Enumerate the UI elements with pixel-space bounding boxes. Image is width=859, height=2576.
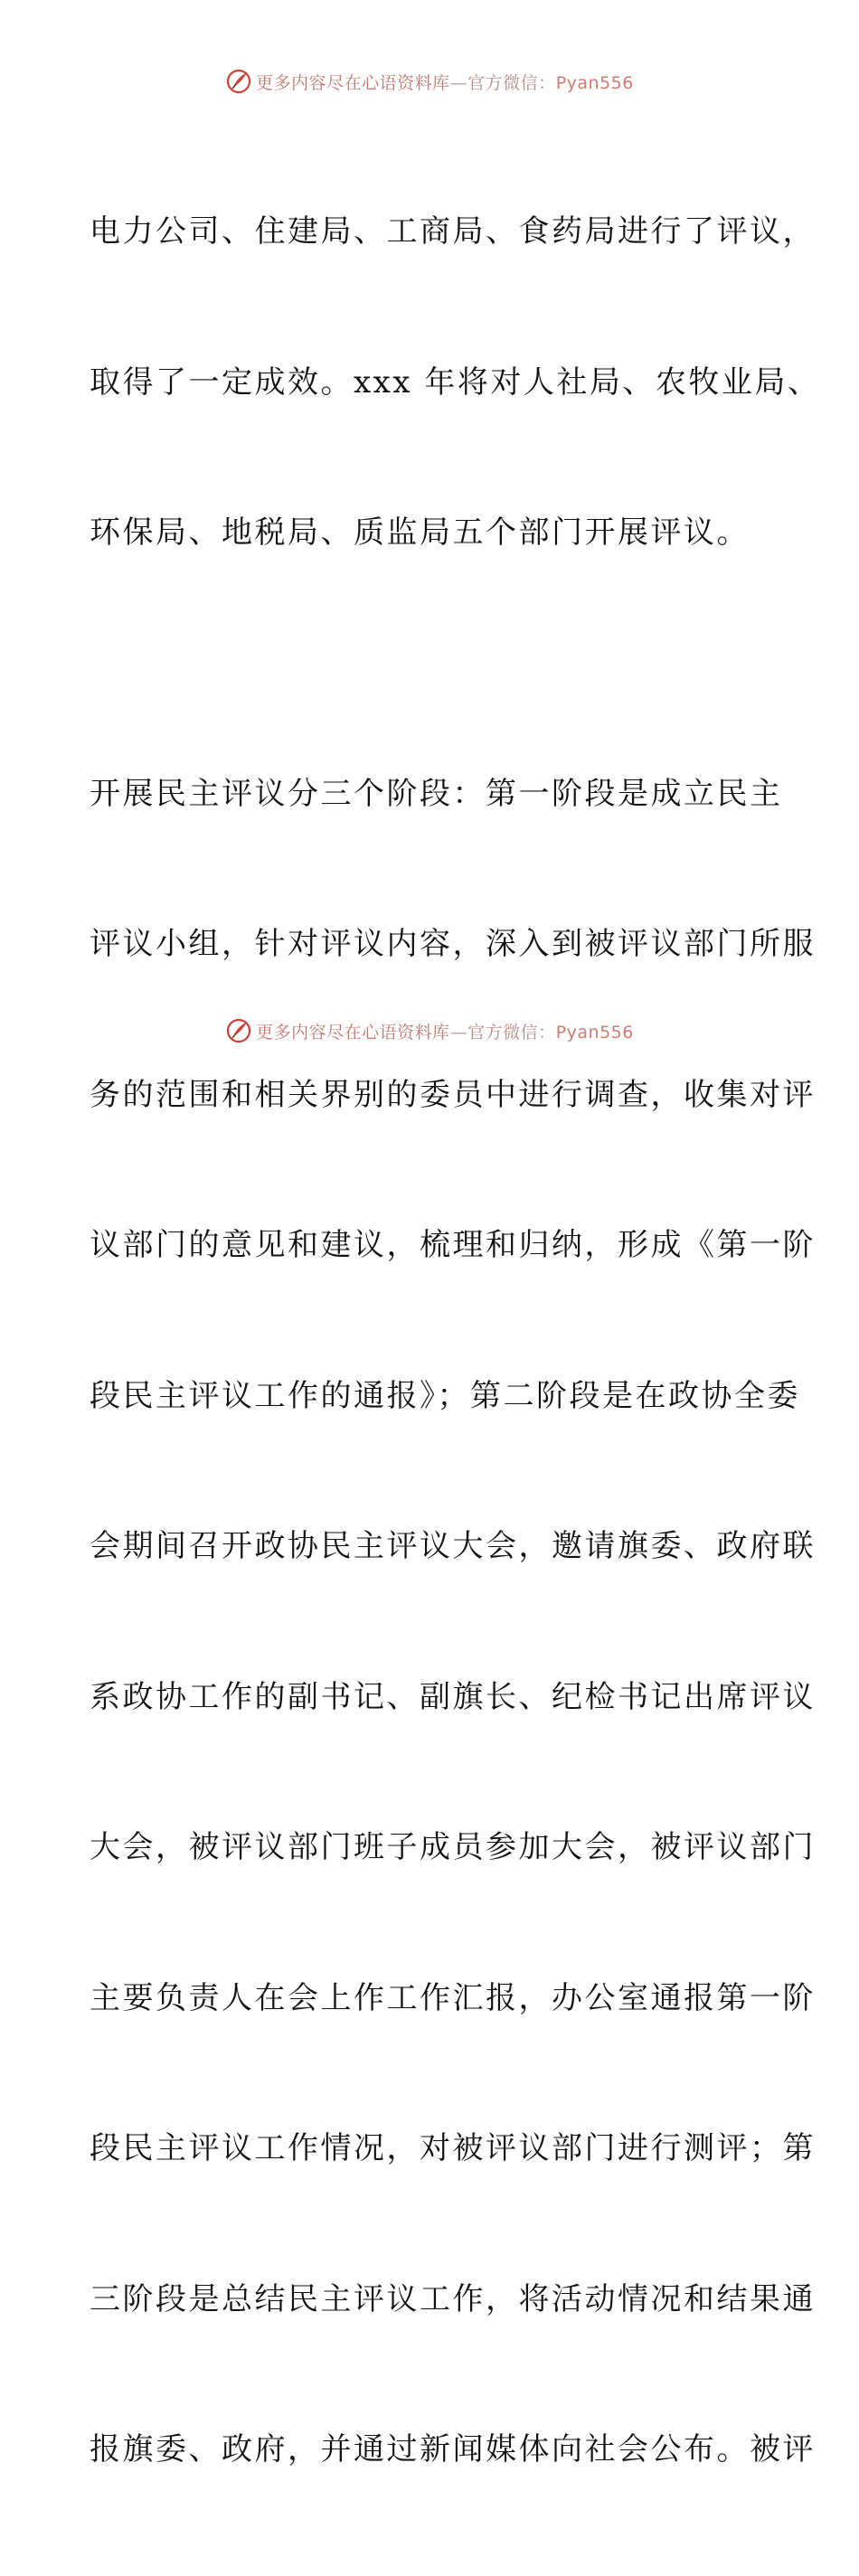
wechat-id: Pyan556 <box>555 72 634 93</box>
text-line: 大会，被评议部门班子成员参加大会，被评议部门 <box>90 1829 816 1865</box>
footer-watermark-text <box>256 1019 634 1043</box>
wechat-label: 官方微信： <box>467 72 556 93</box>
text-line: 环保局、地税局、质监局五个部门开展评议。 <box>90 514 750 551</box>
wechat-id: Pyan556 <box>555 1022 634 1043</box>
text-line: 报旗委、政府，并通过新闻媒体向社会公布。被评 <box>90 2431 816 2467</box>
dash: — <box>449 1022 468 1043</box>
paragraph-2 <box>90 669 816 2576</box>
text-line: 段民主评议工作的通报》；第二阶段是在政协全委 <box>90 1377 800 1414</box>
quill-logo-icon <box>225 1017 252 1044</box>
wechat-label: 官方微信： <box>467 1022 556 1043</box>
brand-text: 更多内容尽在心语资料库 <box>256 1022 450 1043</box>
text-line: 评议小组，针对评议内容，深入到被评议部门所服 <box>90 926 816 962</box>
text-line: 三阶段是总结民主评议工作，将活动情况和结果通 <box>90 2280 816 2317</box>
text-line: 取得了一定成效。xxx 年将对人社局、农牧业局、 <box>90 363 821 401</box>
header-watermark <box>0 65 859 98</box>
footer-watermark <box>0 1014 859 1047</box>
text-line: 开展民主评议分三个阶段：第一阶段是成立民主 <box>90 775 783 812</box>
text-line: 电力公司、住建局、工商局、食药局进行了评议， <box>90 213 816 250</box>
text-line: 务的范围和相关界别的委员中进行调查，收集对评 <box>90 1076 816 1113</box>
header-watermark-text <box>256 70 634 94</box>
brand-text: 更多内容尽在心语资料库 <box>256 72 450 93</box>
text-line: 会期间召开政协民主评议大会，邀请旗委、政府联 <box>90 1528 816 1564</box>
text-line: 段民主评议工作情况，对被评议部门进行测评；第 <box>90 2130 816 2166</box>
text-line: 主要负责人在会上作工作汇报，办公室通报第一阶 <box>90 1979 816 2016</box>
quill-logo-icon <box>225 68 252 95</box>
dash: — <box>449 72 468 93</box>
paragraph-1 <box>90 107 821 659</box>
document-body <box>90 107 821 2576</box>
text-line: 议部门的意见和建议，梳理和归纳，形成《第一阶 <box>90 1227 816 1263</box>
text-line: 系政协工作的副书记、副旗长、纪检书记出席评议 <box>90 1678 816 1715</box>
